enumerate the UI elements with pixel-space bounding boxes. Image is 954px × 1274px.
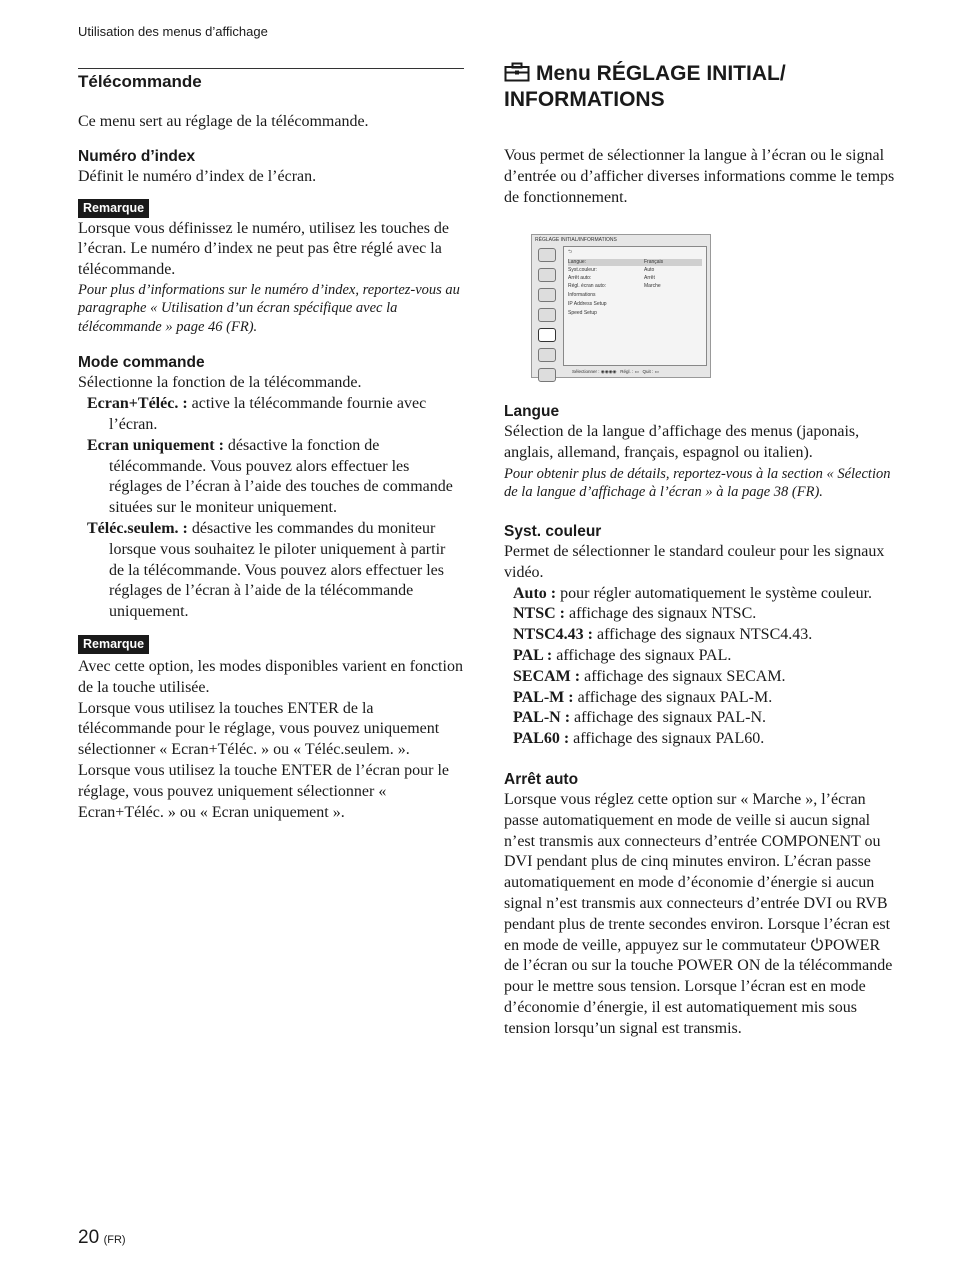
note-2-para-1: Avec cette option, les modes disponibles varient en fonction de la touche utilisée. bbox=[78, 658, 463, 696]
menu-row: Arrêt auto: Arrêt bbox=[568, 275, 655, 282]
running-head: Utilisation des menus d’affichage bbox=[78, 24, 268, 39]
menu-screenshot bbox=[531, 234, 711, 378]
menu-back-icon: ⮌ bbox=[568, 249, 573, 256]
system-item-pal-n: PAL-N : affichage des signaux PAL-N. bbox=[513, 709, 766, 727]
langue-text: Sélection de la langue d’affichage des menus (japonais, anglais, allemand, français, espagnol ou italien). bbox=[504, 423, 860, 462]
menu-row: Langue: Français bbox=[568, 259, 702, 266]
page-number: 20 (FR) bbox=[78, 1227, 126, 1248]
menu-panel bbox=[563, 246, 707, 366]
system-item-pal-m: PAL-M : affichage des signaux PAL-M. bbox=[513, 688, 773, 706]
menu-row: Syst.couleur: Auto bbox=[568, 267, 655, 274]
heading-langue: Langue bbox=[504, 403, 560, 421]
section-title-telecommande: Télécommande bbox=[78, 72, 202, 91]
heading-numero-index: Numéro d’index bbox=[78, 147, 196, 165]
right-column bbox=[504, 62, 896, 1040]
menu-row: Régl. écran auto: Marche bbox=[568, 283, 661, 290]
toolbox-icon bbox=[504, 62, 530, 88]
system-item-pal: PAL : affichage des signaux PAL. bbox=[513, 646, 732, 664]
menu-tab-icon bbox=[538, 368, 556, 382]
system-item-secam: SECAM : affichage des signaux SECAM. bbox=[513, 667, 786, 685]
arret-auto-text: Lorsque vous réglez cette option sur « Marche », l’écran passe automatiquement en mode de veille si aucun signal n’est transmis aux connecteurs d’entrée COMPONENT ou DVI pendant plus de cinq minutes environ. L’écran passe automatiquement en mode d’économie d’énergie si aucun signal n’est transmis aux connecteurs d’entrée DVI ou RVB pendant plus de trente secondes environ. Lorsque l’écran est en mode de veille, appuyez sur le commutateur POWER de l’écran ou sur la touche POWER ON de la télécommande pour le mettre sous tension. Lorsque l’écran est en mode d’économie d’énergie, il est automatiquement mis sous tension lorsqu’un signal est transmis. bbox=[504, 790, 893, 1037]
menu-icon-column bbox=[535, 248, 557, 388]
note-1-text: Lorsque vous définissez le numéro, utilisez les touches de l’écran. Le numéro d’index ne peut pas être réglé avec la télécommande. bbox=[78, 219, 450, 279]
system-item-ntsc443: NTSC4.43 : affichage des signaux NTSC4.43. bbox=[513, 626, 813, 644]
menu-tab-icon bbox=[538, 248, 556, 262]
menu-tab-icon bbox=[538, 348, 556, 362]
color-system-list bbox=[504, 584, 896, 750]
note-badge-2: Remarque bbox=[78, 635, 149, 654]
mode-list bbox=[78, 394, 464, 623]
mode-commande-intro: Sélectionne la fonction de la télécommande. bbox=[78, 374, 362, 392]
menu-screenshot-title: RÉGLAGE INITIAL/INFORMATIONS bbox=[535, 237, 617, 244]
syst-couleur-text: Permet de sélectionner le standard couleur pour les signaux vidéo. bbox=[504, 542, 885, 581]
mode-item-ecran-uniquement: Ecran uniquement : désactive la fonction de télécommande. Vous pouvez alors effectuer les réglages de l’écran à l’aide des touches de commande situées sur le moniteur uniquement. bbox=[87, 436, 453, 517]
menu-footer: Sélectionner : ◉◉◉◉ Régl. : ▭ Quit : ▭ bbox=[572, 369, 659, 375]
section-title-reglage-line2: INFORMATIONS bbox=[504, 88, 665, 111]
menu-row: Informations bbox=[568, 292, 596, 299]
menu-row: Speed Setup bbox=[568, 310, 597, 317]
menu-tab-icon bbox=[538, 308, 556, 322]
menu-tab-icon bbox=[538, 288, 556, 302]
section-title-reglage: Menu RÉGLAGE INITIAL/ INFORMATIONS bbox=[504, 62, 786, 111]
system-item-pal60: PAL60 : affichage des signaux PAL60. bbox=[513, 730, 765, 748]
system-item-ntsc: NTSC : affichage des signaux NTSC. bbox=[513, 605, 757, 623]
numero-index-text: Définit le numéro d’index de l’écran. bbox=[78, 167, 317, 185]
note-1-reference: Pour plus d’informations sur le numéro d’index, reportez-vous au paragraphe « Utilisation d’un écran spécifique avec la télécommande » page 46 (FR). bbox=[78, 281, 460, 335]
system-item-auto: Auto : pour régler automatiquement le système couleur. bbox=[513, 584, 873, 602]
power-icon bbox=[810, 937, 824, 954]
note-badge-1: Remarque bbox=[78, 199, 149, 218]
mode-item-telec-seulem: Téléc.seulem. : désactive les commandes du moniteur lorsque vous souhaitez le piloter uniquement à partir de la télécommande. Vous pouvez alors effectuer les réglages de l’écran à l’aide de la télécommande uniquement. bbox=[87, 520, 446, 621]
heading-syst-couleur: Syst. couleur bbox=[504, 522, 602, 540]
left-column bbox=[78, 62, 464, 823]
menu-tab-icon bbox=[538, 268, 556, 282]
reglage-intro: Vous permet de sélectionner la langue à l’écran ou le signal d’entrée ou d’afficher diverses informations comme le temps de fonctionnement. bbox=[504, 147, 895, 206]
section-rule bbox=[78, 68, 464, 69]
menu-row: IP Address Setup bbox=[568, 301, 607, 308]
note-2-para-2: Lorsque vous utilisez la touches ENTER de la télécommande pour le réglage, vous pouvez uniquement sélectionner « Ecran+Téléc. » ou « Téléc.seulem. ». bbox=[78, 699, 440, 759]
heading-mode-commande: Mode commande bbox=[78, 354, 205, 372]
menu-tab-toolbox-icon bbox=[538, 328, 556, 342]
mode-item-ecran-telec: Ecran+Téléc. : active la télécommande fournie avec l’écran. bbox=[87, 395, 427, 434]
heading-arret-auto: Arrêt auto bbox=[504, 770, 579, 788]
note-2-para-3: Lorsque vous utilisez la touche ENTER de l’écran pour le réglage, vous pouvez uniquement sélectionner « Ecran+Téléc. » ou « Ecran uniquement ». bbox=[78, 762, 449, 821]
telecommande-intro: Ce menu sert au réglage de la télécommande. bbox=[78, 113, 369, 130]
langue-reference: Pour obtenir plus de détails, reportez-vous à la section « Sélection de la langue d’affichage à l’écran » à la page 38 (FR). bbox=[504, 465, 891, 501]
